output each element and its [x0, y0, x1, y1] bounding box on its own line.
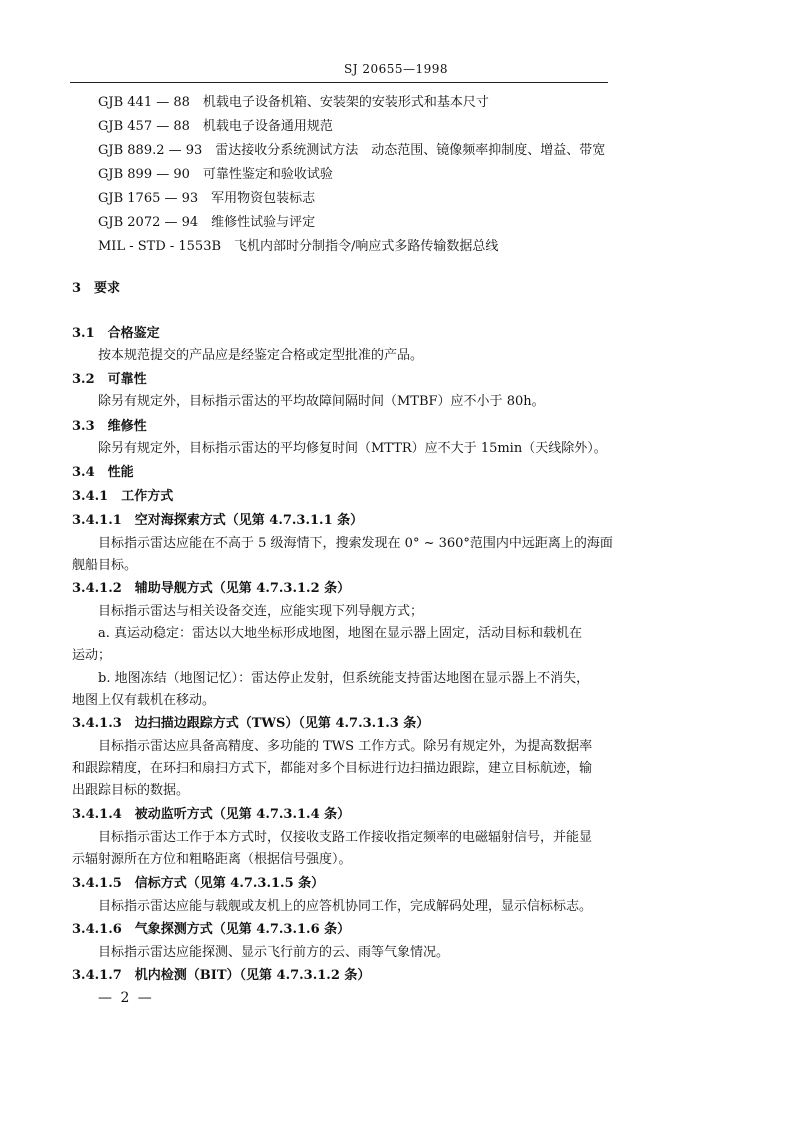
clause-heading: 3.1 合格鉴定: [72, 326, 160, 341]
clause-text: 目标指示雷达应具备高精度、多功能的 TWS 工作方式。除另有规定外，为提高数据率: [98, 739, 593, 754]
page-number: — 2 —: [98, 990, 154, 1006]
clause-text: 目标指示雷达应能探测、显示飞行前方的云、雨等气象情况。: [98, 945, 450, 960]
reference-item: GJB 441 — 88 机载电子设备机箱、安装架的安装形式和基本尺寸: [98, 95, 489, 110]
clause-text: 除另有规定外，目标指示雷达的平均故障间隔时间（MTBF）应不小于 80h。: [98, 394, 545, 409]
clause-text: 示辐射源所在方位和粗略距离（根据信号强度）。: [72, 852, 352, 867]
clause-text: 目标指示雷达应能与载舰或友机上的应答机协同工作，完成解码处理，显示信标标志。: [98, 899, 593, 914]
clause-heading: 3.4.1.3 边扫描边跟踪方式（TWS）（见第 4.7.3.1.3 条）: [72, 716, 430, 731]
clause-text: b. 地图冻结（地图记忆）：雷达停止发射，但系统能支持雷达地图在显示器上不消失，: [98, 671, 590, 686]
clause-heading: 3.4.1.1 空对海探索方式（见第 4.7.3.1.1 条）: [72, 513, 364, 528]
clause-heading: 3.4 性能: [72, 465, 134, 480]
reference-item: GJB 2072 — 94 维修性试验与评定: [98, 215, 316, 230]
clause-text: 按本规范提交的产品应是经鉴定合格或定型批准的产品。: [98, 348, 424, 363]
clause-text: 地图上仅有载机在移动。: [72, 693, 216, 708]
reference-item: GJB 1765 — 93 军用物资包装标志: [98, 191, 316, 206]
clause-text: 运动；: [72, 648, 112, 663]
clause-heading: 3.4.1.7 机内检测（BIT）（见第 4.7.3.1.2 条）: [72, 968, 371, 983]
clause-text: 除另有规定外，目标指示雷达的平均修复时间（MTTR）应不大于 15min（天线除外）。: [98, 441, 607, 456]
clause-heading: 3.2 可靠性: [72, 372, 147, 387]
clause-text: 目标指示雷达工作于本方式时，仅接收支路工作接收指定频率的电磁辐射信号，并能显: [98, 830, 593, 845]
clause-heading: 3.4.1 工作方式: [72, 489, 174, 504]
clause-heading: 3.4.1.2 辅助导舰方式（见第 4.7.3.1.2 条）: [72, 581, 351, 596]
reference-item: GJB 899 — 90 可靠性鉴定和验收试验: [98, 167, 333, 182]
clause-heading: 3.3 维修性: [72, 419, 147, 434]
clause-heading: 3.4.1.6 气象探测方式（见第 4.7.3.1.6 条）: [72, 922, 351, 937]
header-rule: [70, 82, 608, 83]
reference-item: MIL - STD - 1553B 飞机内部时分制指令/响应式多路传输数据总线: [98, 239, 499, 254]
clause-text: 舰船目标。: [72, 558, 138, 573]
clause-text: 出跟踪目标的数据。: [72, 783, 190, 798]
clause-text: 目标指示雷达与相关设备交连，应能实现下列导舰方式；: [98, 604, 424, 619]
clause-heading: 3.4.1.4 被动监听方式（见第 4.7.3.1.4 条）: [72, 807, 351, 822]
clause-text: 和跟踪精度，在环扫和扇扫方式下，都能对多个目标进行边扫描边跟踪，建立目标航迹，输: [72, 761, 593, 776]
clause-text: a. 真运动稳定：雷达以大地坐标形成地图，地图在显示器上固定，活动目标和载机在: [98, 626, 583, 641]
standard-number-header: SJ 20655—1998: [343, 62, 449, 76]
clause-text: 目标指示雷达应能在不高于 5 级海情下，搜索发现在 0° ~ 360°范围内中远距离上的海面: [98, 536, 613, 551]
section-heading: 3 要求: [72, 281, 121, 296]
reference-item: GJB 889.2 — 93 雷达接收分系统测试方法 动态范围、镜像频率抑制度、增益、带宽: [98, 143, 606, 158]
clause-heading: 3.4.1.5 信标方式（见第 4.7.3.1.5 条）: [72, 876, 325, 891]
reference-item: GJB 457 — 88 机载电子设备通用规范: [98, 119, 333, 134]
